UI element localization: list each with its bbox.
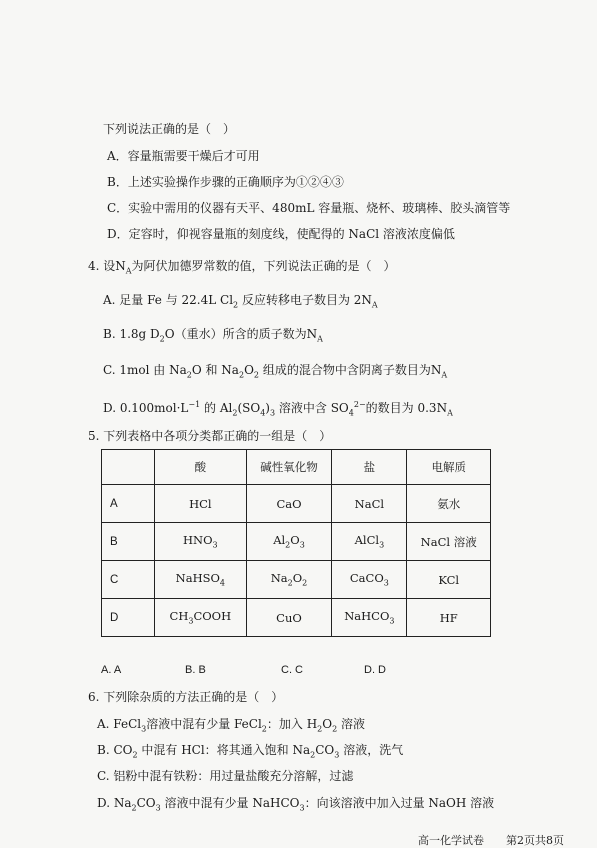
option-a: A．容量瓶需要干燥后才可用 (107, 149, 260, 163)
option-d: D．定容时，仰视容量瓶的刻度线，使配得的 NaCl 溶液浓度偏低 (107, 227, 455, 241)
table-cell: HF (407, 599, 491, 637)
table-header-cell: 电解质 (407, 450, 491, 485)
option-c: C．实验中需用的仪器有天平、480mL 容量瓶、烧杯、玻璃棒、胶头滴管等 (107, 201, 511, 215)
q4-option-a: A. 足量 Fe 与 22.4L $Cl_2$ 反应转移电子数目为 $2N_A$ (103, 293, 378, 310)
table-cell: CuO (246, 599, 332, 637)
table-header-cell: 碱性氧化物 (246, 450, 332, 485)
q4-stem: 4. 设$N_A$为阿伏加德罗常数的值，下列说法正确的是（ ） (88, 259, 396, 276)
q5-stem: 5. 下列表格中各项分类都正确的一组是（ ） (88, 429, 332, 443)
table-cell: HCl (155, 485, 247, 523)
table-cell: $HNO_3$ (155, 523, 247, 561)
row-label: A (102, 485, 155, 523)
page-footer: 高一化学试卷 第2页共8页 (418, 834, 564, 847)
q6-option-a: A. FeCl$_3$溶液中混有少量 FeCl$_2$：加入 $H_2O_2$ 溶液 (97, 717, 366, 734)
table-cell: CaO (246, 485, 332, 523)
table-header-cell: 酸 (155, 450, 247, 485)
table-row (102, 561, 491, 599)
table-cell: CaCO$_3$ (332, 561, 407, 599)
table-cell: NaHSO$_4$ (155, 561, 247, 599)
q4-option-c: C. 1mol 由 $Na_2O$ 和 $Na_2O_2$ 组成的混合物中含阴离子数目为$N_A$ (103, 363, 448, 380)
row-label: B (102, 523, 155, 561)
q4-option-b: B. 1.8g $D_2O$（重水）所含的质子数为$N_A$ (103, 327, 323, 344)
table-row (102, 523, 491, 561)
table-cell: $CH_3COOH$ (155, 599, 247, 637)
table-cell: NaHCO$_3$ (332, 599, 407, 637)
q5-option-c: C. C (281, 664, 303, 676)
q6-stem: 6. 下列除杂质的方法正确的是（ ） (88, 690, 284, 704)
q6-option-d: D. $Na_2CO_3$ 溶液中混有少量 NaHCO$_3$：向该溶液中加入过量 NaOH 溶液 (97, 796, 495, 813)
q5-option-a: A. A (101, 664, 122, 676)
q6-option-b: B. $CO_2$ 中混有 HCl：将其通入饱和 $Na_2CO_3$ 溶液，洗气 (97, 743, 404, 760)
table-row (102, 485, 491, 523)
table-cell: KCl (407, 561, 491, 599)
table-cell: AlCl$_3$ (332, 523, 407, 561)
q4-option-d: D. $0.100mol\cdot L^{-1}$ 的 $Al_2(SO_4)_3$ 溶液中含 $SO_4^{2-}$的数目为 $0.3N_A$ (103, 400, 453, 418)
question-stem: 下列说法正确的是（ ） (103, 122, 236, 136)
table-cell: $Al_2O_3$ (246, 523, 332, 561)
row-label: D (102, 599, 155, 637)
table-header-cell: 盐 (332, 450, 407, 485)
table-header-cell (102, 450, 155, 485)
table-cell: NaCl 溶液 (407, 523, 491, 561)
q6-option-c: C. 铝粉中混有铁粉：用过量盐酸充分溶解，过滤 (97, 769, 354, 783)
table-cell: NaCl (332, 485, 407, 523)
classification-table (101, 449, 491, 637)
table-row (102, 599, 491, 637)
table-cell: 氨水 (407, 485, 491, 523)
option-b: B．上述实验操作步骤的正确顺序为①②④③ (107, 175, 344, 189)
q5-option-b: B. B (185, 664, 206, 676)
table-cell: $Na_2O_2$ (246, 561, 332, 599)
table-header-row (102, 450, 491, 485)
row-label: C (102, 561, 155, 599)
q5-option-d: D. D (364, 664, 386, 676)
